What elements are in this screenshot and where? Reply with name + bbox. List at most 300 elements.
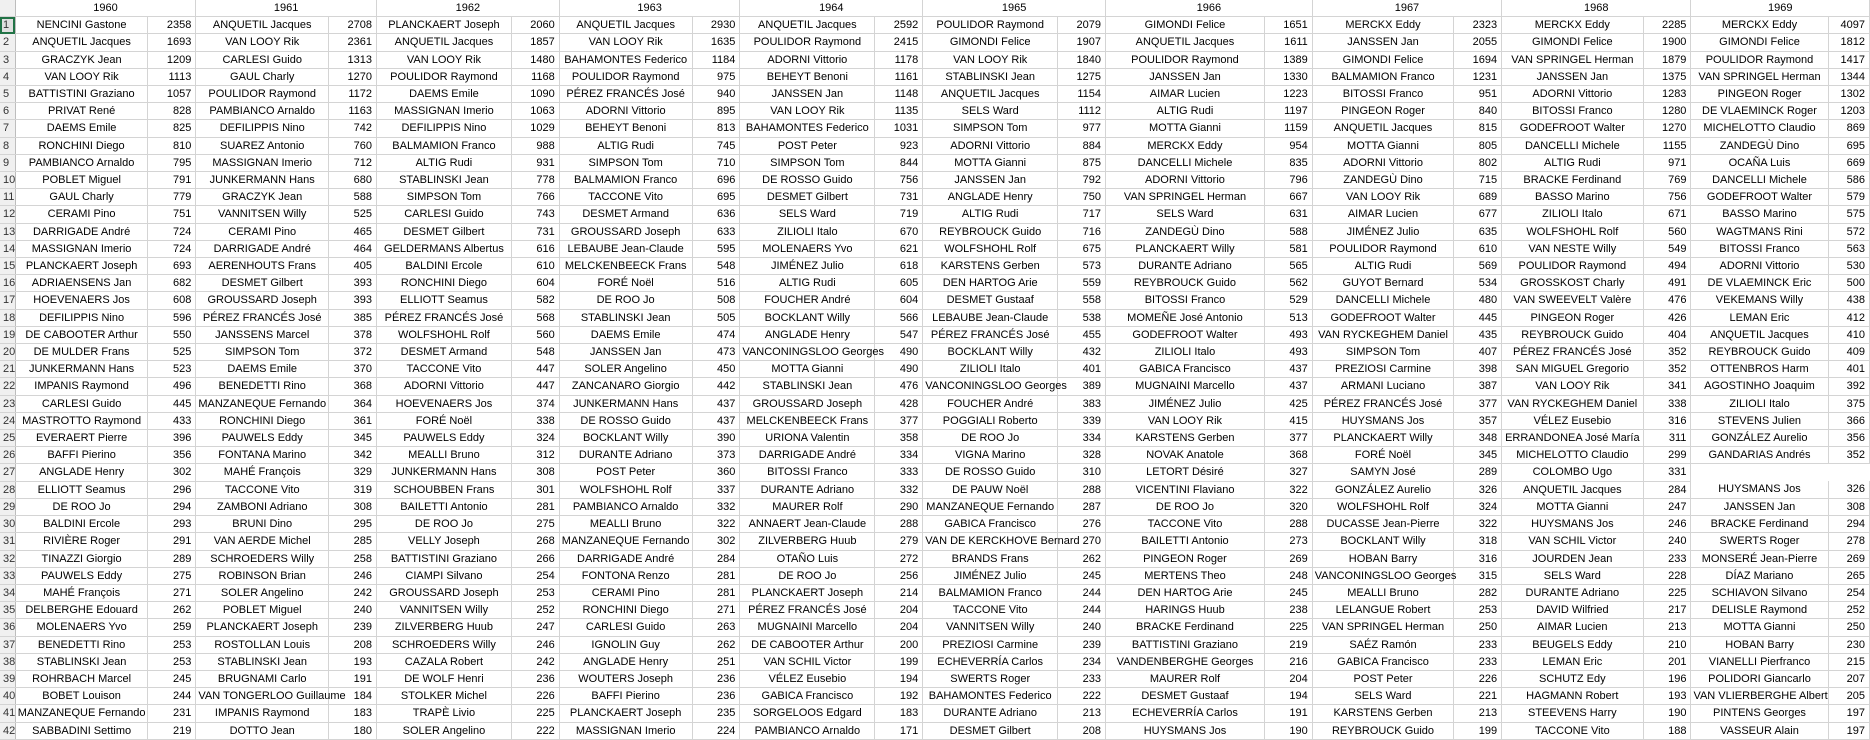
points-cell[interactable]: 204 xyxy=(875,602,923,619)
rider-name-cell[interactable]: PAMBIANCO Arnaldo xyxy=(559,498,692,515)
points-cell[interactable]: 756 xyxy=(875,172,923,189)
points-cell[interactable]: 389 xyxy=(1058,378,1106,395)
points-cell[interactable]: 244 xyxy=(148,688,196,705)
points-cell[interactable]: 242 xyxy=(329,584,377,601)
rider-name-cell[interactable]: PINGEON Roger xyxy=(1106,550,1265,567)
rider-name-cell[interactable]: TACCONE Vito xyxy=(376,361,511,378)
points-cell[interactable]: 566 xyxy=(875,309,923,326)
points-cell[interactable]: 1063 xyxy=(511,103,559,120)
rider-name-cell[interactable]: BOCKLANT Willy xyxy=(559,430,692,447)
points-cell[interactable]: 2079 xyxy=(1058,17,1106,34)
year-header[interactable]: 1963 xyxy=(559,0,740,17)
rider-name-cell[interactable]: PLANCKAERT Joseph xyxy=(559,705,692,722)
rider-name-cell[interactable]: ADORNI Vittorio xyxy=(740,51,875,68)
rider-name-cell[interactable]: FOUCHER André xyxy=(923,395,1058,412)
rider-name-cell[interactable]: MOLENAERS Yvo xyxy=(740,240,875,257)
rider-name-cell[interactable]: SAMYN José xyxy=(1312,464,1453,481)
rider-name-cell[interactable]: BOCKLANT Willy xyxy=(1312,533,1453,550)
rider-name-cell[interactable]: ANQUETIL Jacques xyxy=(1312,120,1453,137)
points-cell[interactable]: 572 xyxy=(1828,223,1869,240)
rider-name-cell[interactable]: BAHAMONTES Federico xyxy=(740,120,875,137)
row-number[interactable]: 26 xyxy=(0,447,15,464)
row-number[interactable]: 28 xyxy=(0,481,15,498)
points-cell[interactable]: 756 xyxy=(1643,189,1691,206)
rider-name-cell[interactable]: JANSSEN Jan xyxy=(923,172,1058,189)
rider-name-cell[interactable]: JANSSEN Jan xyxy=(559,344,692,361)
points-cell[interactable]: 447 xyxy=(511,378,559,395)
rider-name-cell[interactable]: GRACZYK Jean xyxy=(15,51,148,68)
rider-name-cell[interactable]: DESMET Armand xyxy=(559,206,692,223)
rider-name-cell[interactable]: VAN LOOY Rik xyxy=(15,68,148,85)
rider-name-cell[interactable]: VANNITSEN Willy xyxy=(196,206,329,223)
points-cell[interactable]: 401 xyxy=(1828,361,1869,378)
rider-name-cell[interactable]: ADORNI Vittorio xyxy=(1106,172,1265,189)
rider-name-cell[interactable]: VELLY Joseph xyxy=(376,533,511,550)
rider-name-cell[interactable]: JANSSEN Jan xyxy=(1106,68,1265,85)
rider-name-cell[interactable]: DE PAUW Noël xyxy=(923,481,1058,498)
row-number[interactable]: 24 xyxy=(0,412,15,429)
rider-name-cell[interactable]: BEHEYT Benoni xyxy=(559,120,692,137)
points-cell[interactable]: 476 xyxy=(875,378,923,395)
rider-name-cell[interactable]: ANQUETIL Jacques xyxy=(1502,481,1643,498)
points-cell[interactable]: 184 xyxy=(329,688,377,705)
rider-name-cell[interactable]: PAUWELS Eddy xyxy=(376,430,511,447)
rider-name-cell[interactable]: OCAÑA Luis xyxy=(1691,154,1828,171)
points-cell[interactable]: 270 xyxy=(1058,533,1106,550)
points-cell[interactable]: 689 xyxy=(1454,189,1502,206)
row-number[interactable]: 40 xyxy=(0,688,15,705)
points-cell[interactable]: 315 xyxy=(1454,567,1502,584)
rider-name-cell[interactable]: NOVAK Anatole xyxy=(1106,447,1265,464)
rider-name-cell[interactable]: MOTTA Gianni xyxy=(1106,120,1265,137)
points-cell[interactable]: 716 xyxy=(1058,223,1106,240)
rider-name-cell[interactable]: DEFILIPPIS Nino xyxy=(376,120,511,137)
rider-name-cell[interactable]: MANZANEQUE Fernando xyxy=(15,705,148,722)
points-cell[interactable]: 988 xyxy=(511,137,559,154)
rider-name-cell[interactable]: MOTTA Gianni xyxy=(1502,498,1643,515)
points-cell[interactable]: 931 xyxy=(511,154,559,171)
rider-name-cell[interactable]: RONCHINI Diego xyxy=(15,137,148,154)
points-cell[interactable]: 516 xyxy=(692,275,740,292)
points-cell[interactable]: 190 xyxy=(1264,722,1312,739)
rider-name-cell[interactable]: PINGEON Roger xyxy=(1502,309,1643,326)
rider-name-cell[interactable]: BALDINI Ercole xyxy=(15,516,148,533)
points-cell[interactable]: 191 xyxy=(1264,705,1312,722)
points-cell[interactable]: 792 xyxy=(1058,172,1106,189)
rider-name-cell[interactable]: LEBAUBE Jean-Claude xyxy=(923,309,1058,326)
rider-name-cell[interactable]: MERTENS Theo xyxy=(1106,567,1265,584)
rider-name-cell[interactable]: MASSIGNAN Imerio xyxy=(196,154,329,171)
rider-name-cell[interactable]: DOTTO Jean xyxy=(196,722,329,739)
points-cell[interactable]: 308 xyxy=(511,464,559,481)
corner-cell[interactable] xyxy=(0,0,15,17)
rider-name-cell[interactable]: GODEFROOT Walter xyxy=(1691,189,1828,206)
points-cell[interactable]: 426 xyxy=(1643,309,1691,326)
points-cell[interactable]: 236 xyxy=(692,670,740,687)
points-cell[interactable]: 779 xyxy=(148,189,196,206)
points-cell[interactable]: 287 xyxy=(1058,498,1106,515)
rider-name-cell[interactable]: AERENHOUTS Frans xyxy=(196,258,329,275)
points-cell[interactable]: 677 xyxy=(1454,206,1502,223)
rider-name-cell[interactable]: GODEFROOT Walter xyxy=(1502,120,1643,137)
points-cell[interactable]: 390 xyxy=(692,430,740,447)
points-cell[interactable]: 954 xyxy=(1264,137,1312,154)
rider-name-cell[interactable]: MOTTA Gianni xyxy=(1312,137,1453,154)
rider-name-cell[interactable]: DESMET Gilbert xyxy=(740,189,875,206)
row-number[interactable]: 34 xyxy=(0,584,15,601)
points-cell[interactable]: 621 xyxy=(875,240,923,257)
points-cell[interactable]: 558 xyxy=(1058,292,1106,309)
points-cell[interactable]: 2358 xyxy=(148,17,196,34)
points-cell[interactable]: 1900 xyxy=(1643,34,1691,51)
rider-name-cell[interactable]: DE MULDER Frans xyxy=(15,344,148,361)
points-cell[interactable]: 331 xyxy=(1643,464,1691,481)
points-cell[interactable]: 513 xyxy=(1264,309,1312,326)
rider-name-cell[interactable]: BITOSSI Franco xyxy=(1106,292,1265,309)
points-cell[interactable]: 1159 xyxy=(1264,120,1312,137)
rider-name-cell[interactable]: JUNKERMANN Hans xyxy=(559,395,692,412)
points-cell[interactable]: 695 xyxy=(692,189,740,206)
points-cell[interactable]: 333 xyxy=(875,464,923,481)
rider-name-cell[interactable]: BATTISTINI Graziano xyxy=(15,86,148,103)
points-cell[interactable]: 240 xyxy=(329,602,377,619)
row-number[interactable]: 20 xyxy=(0,344,15,361)
rider-name-cell[interactable]: MEALLI Bruno xyxy=(376,447,511,464)
points-cell[interactable]: 290 xyxy=(875,498,923,515)
row-number[interactable]: 22 xyxy=(0,378,15,395)
points-cell[interactable]: 262 xyxy=(1058,550,1106,567)
points-cell[interactable]: 490 xyxy=(875,344,923,361)
points-cell[interactable]: 695 xyxy=(1828,137,1869,154)
points-cell[interactable]: 275 xyxy=(148,567,196,584)
rider-name-cell[interactable]: PINGEON Roger xyxy=(1691,86,1828,103)
points-cell[interactable]: 588 xyxy=(1264,223,1312,240)
rider-name-cell[interactable]: PAMBIANCO Arnaldo xyxy=(740,722,875,739)
points-cell[interactable]: 407 xyxy=(1454,344,1502,361)
points-cell[interactable]: 207 xyxy=(1828,670,1869,687)
rider-name-cell[interactable]: VIANELLI Pierfranco xyxy=(1691,653,1828,670)
points-cell[interactable]: 1197 xyxy=(1264,103,1312,120)
rider-name-cell[interactable]: DESMET Gilbert xyxy=(196,275,329,292)
rider-name-cell[interactable]: ANQUETIL Jacques xyxy=(1691,326,1828,343)
rider-name-cell[interactable]: BEHEYT Benoni xyxy=(740,68,875,85)
points-cell[interactable]: 192 xyxy=(875,688,923,705)
points-cell[interactable]: 324 xyxy=(511,430,559,447)
rider-name-cell[interactable]: POST Peter xyxy=(559,464,692,481)
rider-name-cell[interactable]: POULIDOR Raymond xyxy=(923,17,1058,34)
points-cell[interactable]: 295 xyxy=(329,516,377,533)
rider-name-cell[interactable]: RIVIÈRE Roger xyxy=(15,533,148,550)
rider-name-cell[interactable]: VAN SPRINGEL Herman xyxy=(1106,189,1265,206)
points-cell[interactable]: 246 xyxy=(511,636,559,653)
points-cell[interactable]: 618 xyxy=(875,258,923,275)
rider-name-cell[interactable]: POBLET Miguel xyxy=(15,172,148,189)
points-cell[interactable]: 971 xyxy=(1643,154,1691,171)
rider-name-cell[interactable]: ALTIG Rudi xyxy=(1312,258,1453,275)
points-cell[interactable]: 284 xyxy=(1643,481,1691,498)
rider-name-cell[interactable]: SAN MIGUEL Gregorio xyxy=(1502,361,1643,378)
rider-name-cell[interactable]: POLIDORI Giancarlo xyxy=(1691,670,1828,687)
rider-name-cell[interactable]: TACCONE Vito xyxy=(196,481,329,498)
points-cell[interactable]: 251 xyxy=(692,653,740,670)
points-cell[interactable]: 348 xyxy=(1454,430,1502,447)
row-number[interactable]: 30 xyxy=(0,516,15,533)
points-cell[interactable]: 393 xyxy=(329,275,377,292)
points-cell[interactable]: 213 xyxy=(1454,705,1502,722)
rider-name-cell[interactable]: WOLFSHOHL Rolf xyxy=(376,326,511,343)
points-cell[interactable]: 341 xyxy=(1643,378,1691,395)
rider-name-cell[interactable]: DEN HARTOG Arie xyxy=(923,275,1058,292)
points-cell[interactable]: 951 xyxy=(1454,86,1502,103)
rider-name-cell[interactable]: VAN TONGERLOO Guillaume xyxy=(196,688,329,705)
points-cell[interactable]: 284 xyxy=(692,550,740,567)
points-cell[interactable]: 254 xyxy=(511,567,559,584)
points-cell[interactable]: 262 xyxy=(692,636,740,653)
points-cell[interactable]: 385 xyxy=(329,309,377,326)
points-cell[interactable]: 396 xyxy=(148,430,196,447)
points-cell[interactable]: 296 xyxy=(148,481,196,498)
points-cell[interactable]: 282 xyxy=(1454,584,1502,601)
points-cell[interactable]: 322 xyxy=(1264,481,1312,498)
rider-name-cell[interactable]: ANQUETIL Jacques xyxy=(15,34,148,51)
rider-name-cell[interactable]: GODEFROOT Walter xyxy=(1106,326,1265,343)
rider-name-cell[interactable]: CERAMI Pino xyxy=(196,223,329,240)
points-cell[interactable]: 480 xyxy=(1454,292,1502,309)
points-cell[interactable]: 302 xyxy=(148,464,196,481)
points-cell[interactable]: 560 xyxy=(1643,223,1691,240)
rider-name-cell[interactable]: DANCELLI Michele xyxy=(1312,292,1453,309)
rider-name-cell[interactable]: ELLIOTT Seamus xyxy=(15,481,148,498)
points-cell[interactable]: 311 xyxy=(1643,430,1691,447)
rider-name-cell[interactable]: DURANTE Adriano xyxy=(1106,258,1265,275)
points-cell[interactable]: 361 xyxy=(329,412,377,429)
rider-name-cell[interactable]: URIONA Valentin xyxy=(740,430,875,447)
points-cell[interactable]: 1168 xyxy=(511,68,559,85)
rider-name-cell[interactable]: DE ROSSO Guido xyxy=(559,412,692,429)
rider-name-cell[interactable]: BOBET Louison xyxy=(15,688,148,705)
rider-name-cell[interactable]: VAN NESTE Willy xyxy=(1502,240,1643,257)
rider-name-cell[interactable]: DARRIGADE André xyxy=(15,223,148,240)
rider-name-cell[interactable]: BENEDETTI Rino xyxy=(196,378,329,395)
points-cell[interactable]: 377 xyxy=(875,412,923,429)
points-cell[interactable]: 712 xyxy=(329,154,377,171)
row-number[interactable]: 14 xyxy=(0,240,15,257)
points-cell[interactable]: 281 xyxy=(692,567,740,584)
rider-name-cell[interactable]: VAN SPRINGEL Herman xyxy=(1502,51,1643,68)
rider-name-cell[interactable]: ECHEVERRÍA Carlos xyxy=(923,653,1058,670)
points-cell[interactable]: 289 xyxy=(1454,464,1502,481)
row-number[interactable]: 6 xyxy=(0,103,15,120)
points-cell[interactable]: 334 xyxy=(1058,430,1106,447)
rider-name-cell[interactable]: FORÉ Noël xyxy=(559,275,692,292)
points-cell[interactable]: 796 xyxy=(1264,172,1312,189)
row-number[interactable]: 37 xyxy=(0,636,15,653)
rider-name-cell[interactable]: HAGMANN Robert xyxy=(1502,688,1643,705)
rider-name-cell[interactable]: BALMAMION Franco xyxy=(923,584,1058,601)
points-cell[interactable]: 233 xyxy=(1454,653,1502,670)
row-number[interactable]: 42 xyxy=(0,722,15,739)
rider-name-cell[interactable]: DAEMS Emile xyxy=(559,326,692,343)
rider-name-cell[interactable]: STABLINSKI Jean xyxy=(923,68,1058,85)
rider-name-cell[interactable]: ZAMBONI Adriano xyxy=(196,498,329,515)
rider-name-cell[interactable]: BAHAMONTES Federico xyxy=(923,688,1058,705)
rider-name-cell[interactable]: BITOSSI Franco xyxy=(1312,86,1453,103)
points-cell[interactable]: 222 xyxy=(511,722,559,739)
points-cell[interactable]: 215 xyxy=(1828,653,1869,670)
rider-name-cell[interactable]: PLANCKAERT Willy xyxy=(1106,240,1265,257)
points-cell[interactable]: 610 xyxy=(1454,240,1502,257)
points-cell[interactable]: 245 xyxy=(1058,567,1106,584)
row-number[interactable]: 1 xyxy=(0,17,15,34)
points-cell[interactable]: 825 xyxy=(148,120,196,137)
points-cell[interactable]: 724 xyxy=(148,240,196,257)
rider-name-cell[interactable]: GIMONDI Felice xyxy=(1502,34,1643,51)
points-cell[interactable]: 1113 xyxy=(148,68,196,85)
rider-name-cell[interactable]: DE CABOOTER Arthur xyxy=(15,326,148,343)
points-cell[interactable]: 278 xyxy=(1828,533,1869,550)
points-cell[interactable]: 508 xyxy=(692,292,740,309)
row-number[interactable]: 39 xyxy=(0,670,15,687)
rider-name-cell[interactable]: JUNKERMANN Hans xyxy=(376,464,511,481)
rider-name-cell[interactable]: STABLINSKI Jean xyxy=(740,378,875,395)
points-cell[interactable]: 473 xyxy=(692,344,740,361)
rider-name-cell[interactable]: FOUCHER André xyxy=(740,292,875,309)
rider-name-cell[interactable]: DURANTE Adriano xyxy=(559,447,692,464)
points-cell[interactable]: 1302 xyxy=(1828,86,1869,103)
rider-name-cell[interactable]: RONCHINI Diego xyxy=(376,275,511,292)
rider-name-cell[interactable]: ANQUETIL Jacques xyxy=(1106,34,1265,51)
rider-name-cell[interactable]: JIMÉNEZ Julio xyxy=(1106,395,1265,412)
rider-name-cell[interactable]: PAUWELS Eddy xyxy=(196,430,329,447)
points-cell[interactable]: 633 xyxy=(692,223,740,240)
rider-name-cell[interactable]: GABICA Francisco xyxy=(1106,361,1265,378)
points-cell[interactable]: 1148 xyxy=(875,86,923,103)
rider-name-cell[interactable]: MAHÉ François xyxy=(15,584,148,601)
rider-name-cell[interactable]: VAN RYCKEGHEM Daniel xyxy=(1312,326,1453,343)
rider-name-cell[interactable]: VASSEUR Alain xyxy=(1691,722,1828,739)
points-cell[interactable]: 549 xyxy=(1643,240,1691,257)
rider-name-cell[interactable]: VANNITSEN Willy xyxy=(376,602,511,619)
points-cell[interactable]: 225 xyxy=(511,705,559,722)
rider-name-cell[interactable]: DE WOLF Henri xyxy=(376,670,511,687)
rider-name-cell[interactable]: ALTIG Rudi xyxy=(1502,154,1643,171)
rider-name-cell[interactable]: PAUWELS Eddy xyxy=(15,567,148,584)
rider-name-cell[interactable]: DARRIGADE André xyxy=(559,550,692,567)
rider-name-cell[interactable]: WOLFSHOHL Rolf xyxy=(923,240,1058,257)
points-cell[interactable]: 234 xyxy=(1058,653,1106,670)
points-cell[interactable]: 875 xyxy=(1058,154,1106,171)
rider-name-cell[interactable]: POULIDOR Raymond xyxy=(1312,240,1453,257)
points-cell[interactable]: 281 xyxy=(692,584,740,601)
rider-name-cell[interactable]: VANDENBERGHE Georges xyxy=(1106,653,1265,670)
points-cell[interactable]: 332 xyxy=(692,498,740,515)
rider-name-cell[interactable]: JOURDEN Jean xyxy=(1502,550,1643,567)
rider-name-cell[interactable]: FONTANA Marino xyxy=(196,447,329,464)
points-cell[interactable]: 538 xyxy=(1058,309,1106,326)
rider-name-cell[interactable]: DURANTE Adriano xyxy=(740,481,875,498)
rider-name-cell[interactable]: ZANDEGÙ Dino xyxy=(1106,223,1265,240)
rider-name-cell[interactable]: BAILETTI Antonio xyxy=(1106,533,1265,550)
rider-name-cell[interactable]: ERRANDONEA José María xyxy=(1502,430,1643,447)
points-cell[interactable]: 1184 xyxy=(692,51,740,68)
points-cell[interactable]: 869 xyxy=(1828,120,1869,137)
rider-name-cell[interactable]: DARRIGADE André xyxy=(740,447,875,464)
rider-name-cell[interactable]: ZILIOLI Italo xyxy=(1106,344,1265,361)
rider-name-cell[interactable]: HUYSMANS Jos xyxy=(1106,722,1265,739)
rider-name-cell[interactable]: CAZALA Robert xyxy=(376,653,511,670)
rider-name-cell[interactable]: ANGLADE Henry xyxy=(740,326,875,343)
rider-name-cell[interactable]: BAHAMONTES Federico xyxy=(559,51,692,68)
rider-name-cell[interactable]: MELCKENBEECK Frans xyxy=(559,258,692,275)
points-cell[interactable]: 352 xyxy=(1643,344,1691,361)
points-cell[interactable]: 560 xyxy=(511,326,559,343)
points-cell[interactable]: 2930 xyxy=(692,17,740,34)
points-cell[interactable]: 778 xyxy=(511,172,559,189)
points-cell[interactable]: 1209 xyxy=(148,51,196,68)
rider-name-cell[interactable]: ROHRBACH Marcel xyxy=(15,670,148,687)
points-cell[interactable]: 233 xyxy=(1643,550,1691,567)
rider-name-cell[interactable]: GIMONDI Felice xyxy=(923,34,1058,51)
rider-name-cell[interactable]: BOCKLANT Willy xyxy=(923,344,1058,361)
rider-name-cell[interactable]: PÉREZ FRANCÉS José xyxy=(923,326,1058,343)
rider-name-cell[interactable]: BOCKLANT Willy xyxy=(740,309,875,326)
points-cell[interactable]: 222 xyxy=(1058,688,1106,705)
points-cell[interactable]: 1223 xyxy=(1264,86,1312,103)
rider-name-cell[interactable]: VAN SPRINGEL Herman xyxy=(1691,68,1828,85)
points-cell[interactable]: 204 xyxy=(1264,670,1312,687)
rider-name-cell[interactable]: BRANDS Frans xyxy=(923,550,1058,567)
rider-name-cell[interactable]: MASTROTTO Raymond xyxy=(15,412,148,429)
points-cell[interactable]: 582 xyxy=(511,292,559,309)
points-cell[interactable]: 219 xyxy=(1264,636,1312,653)
points-cell[interactable]: 219 xyxy=(148,722,196,739)
points-cell[interactable]: 1879 xyxy=(1643,51,1691,68)
rider-name-cell[interactable]: DUCASSE Jean-Pierre xyxy=(1312,516,1453,533)
rider-name-cell[interactable]: POGGIALI Roberto xyxy=(923,412,1058,429)
rider-name-cell[interactable]: PÉREZ FRANCÉS José xyxy=(1502,344,1643,361)
points-cell[interactable]: 191 xyxy=(329,670,377,687)
points-cell[interactable]: 437 xyxy=(692,412,740,429)
rider-name-cell[interactable]: VAN LOOY Rik xyxy=(923,51,1058,68)
rider-name-cell[interactable]: HARINGS Huub xyxy=(1106,602,1265,619)
points-cell[interactable]: 1161 xyxy=(875,68,923,85)
rider-name-cell[interactable]: CARLESI Guido xyxy=(376,206,511,223)
rider-name-cell[interactable]: JIMÉNEZ Julio xyxy=(740,258,875,275)
rider-name-cell[interactable]: LEMAN Eric xyxy=(1502,653,1643,670)
rider-name-cell[interactable]: HOBAN Barry xyxy=(1312,550,1453,567)
rider-name-cell[interactable]: WOLFSHOHL Rolf xyxy=(1312,498,1453,515)
points-cell[interactable]: 320 xyxy=(1264,498,1312,515)
rider-name-cell[interactable]: POULIDOR Raymond xyxy=(1502,258,1643,275)
points-cell[interactable]: 474 xyxy=(692,326,740,343)
points-cell[interactable]: 183 xyxy=(329,705,377,722)
rider-name-cell[interactable]: ZILVERBERG Huub xyxy=(376,619,511,636)
rider-name-cell[interactable]: ANQUETIL Jacques xyxy=(740,17,875,34)
row-number[interactable]: 21 xyxy=(0,361,15,378)
points-cell[interactable]: 1280 xyxy=(1643,103,1691,120)
rider-name-cell[interactable]: DE VLAEMINCK Roger xyxy=(1691,103,1828,120)
points-cell[interactable]: 342 xyxy=(329,447,377,464)
rider-name-cell[interactable]: PLANCKAERT Joseph xyxy=(376,17,511,34)
points-cell[interactable]: 760 xyxy=(329,137,377,154)
points-cell[interactable]: 534 xyxy=(1454,275,1502,292)
rider-name-cell[interactable]: PRIVAT René xyxy=(15,103,148,120)
rider-name-cell[interactable]: JIMÉNEZ Julio xyxy=(1312,223,1453,240)
rider-name-cell[interactable]: TINAZZI Giorgio xyxy=(15,550,148,567)
points-cell[interactable]: 670 xyxy=(875,223,923,240)
rider-name-cell[interactable]: ALTIG Rudi xyxy=(559,137,692,154)
rider-name-cell[interactable]: SIMPSON Tom xyxy=(559,154,692,171)
